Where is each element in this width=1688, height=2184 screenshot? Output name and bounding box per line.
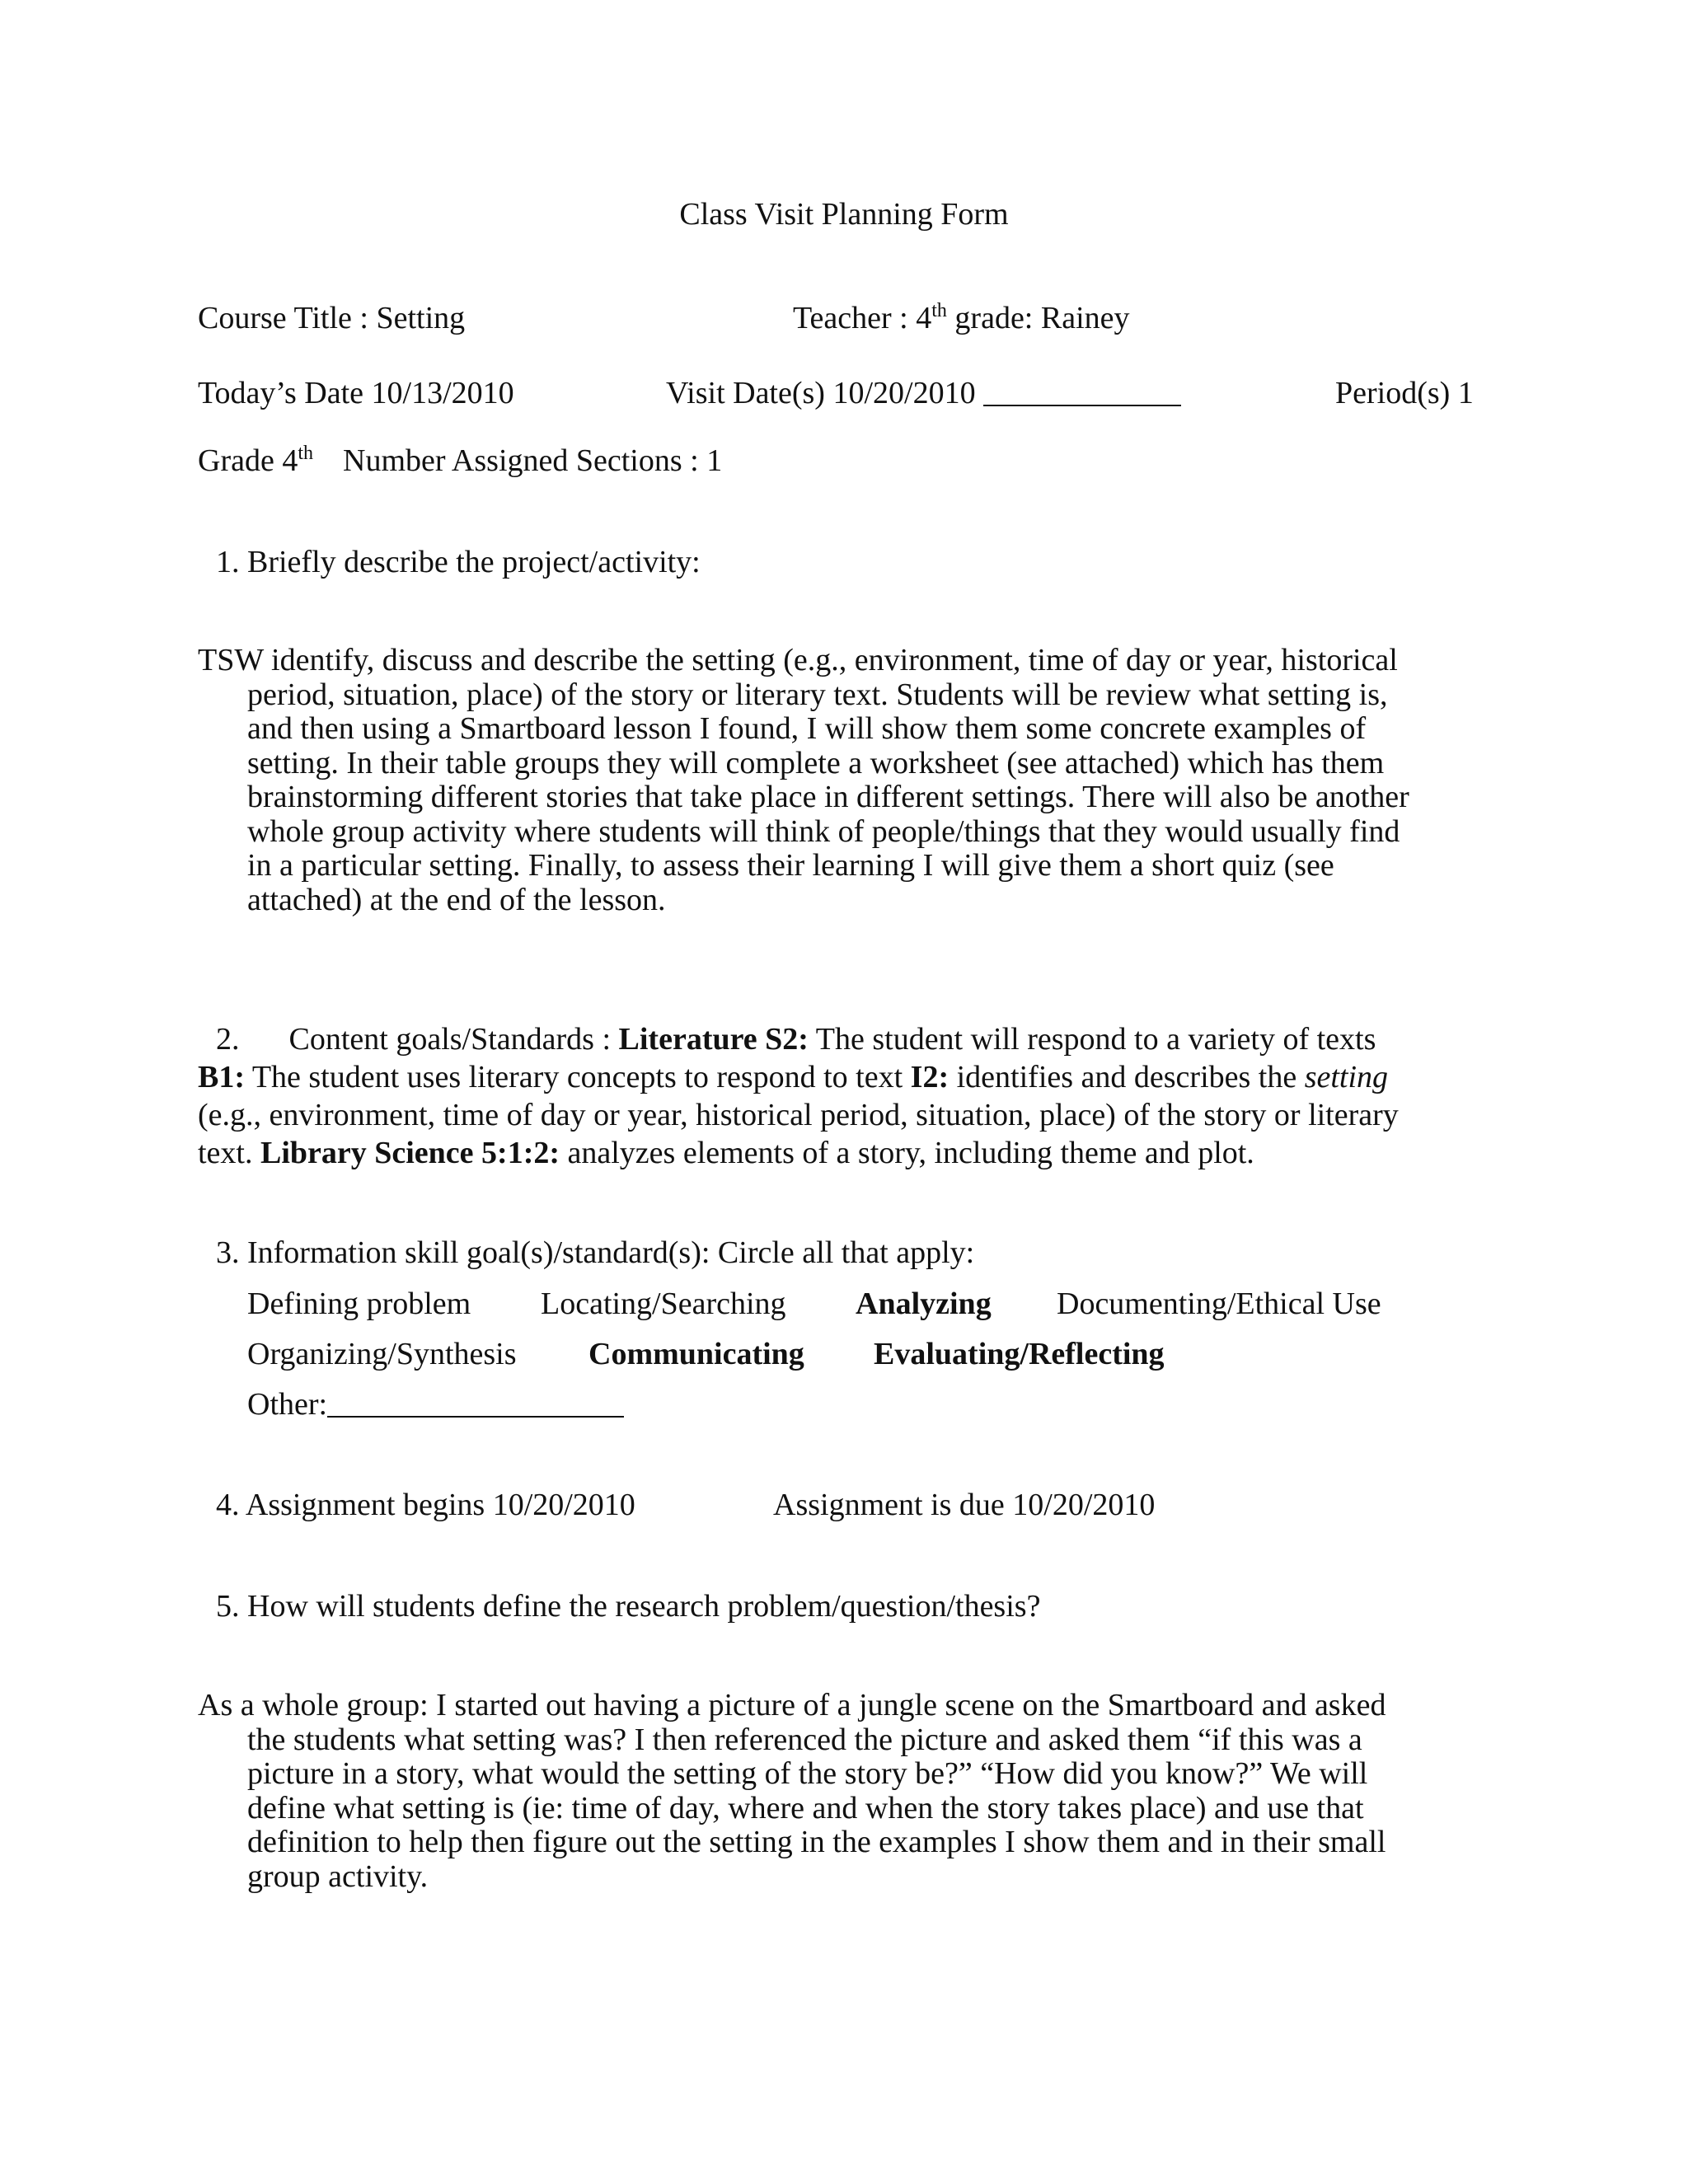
q5-answer (198, 1689, 1386, 1894)
q5-answer-line: picture in a story, what would the setting of the story be?” “How did you know?” We will (247, 1756, 1368, 1791)
q1-answer-line: in a particular setting. Finally, to assess their learning I will give them a short quiz (see (247, 848, 1334, 883)
skill-communicating: Communicating (588, 1337, 804, 1371)
todays-date-value: 10/13/2010 (371, 376, 514, 410)
q5-label: 5. How will students define the research problem/question/thesis? (216, 1589, 1041, 1624)
q2-number: 2. (216, 1022, 240, 1057)
visit-dates-value: 10/20/2010 (832, 376, 976, 410)
q1-answer (198, 644, 1409, 917)
q1-answer-line: attached) at the end of the lesson. (247, 882, 666, 917)
skill-locating-searching: Locating/Searching (541, 1286, 786, 1321)
q2-literature-s2: Literature S2: (618, 1022, 809, 1057)
sections-label: Number Assigned Sections : (343, 443, 707, 478)
q5-answer-line: As a whole group: I started out having a picture of a jungle scene on the Smartboard and asked (198, 1688, 1386, 1722)
q5-answer-line: define what setting is (ie: time of day, where and when the story takes place) and use that (247, 1790, 1364, 1825)
q1-answer-line: TSW identify, discuss and describe the setting (e.g., environment, time of day or year, historical (198, 643, 1398, 677)
q1-answer-line: period, situation, place) of the story or literary text. Students will be review what setting is, (247, 677, 1388, 712)
q2-line-2 (198, 1058, 1399, 1096)
q2-b1: B1: (198, 1060, 245, 1094)
q1-answer-line: whole group activity where students will think of people/things that they would usually find (247, 813, 1400, 849)
course-title-value: Setting (376, 301, 466, 335)
grade-number: 4 (282, 443, 298, 478)
todays-date-label: Today’s Date (198, 376, 372, 410)
course-title-label: Course Title : (198, 301, 377, 335)
teacher-grade-rest: grade: Rainey (946, 301, 1130, 335)
todays-date-field (198, 375, 514, 411)
assignment-due-label: Assignment is due (773, 1488, 1013, 1522)
assignment-due-field (773, 1487, 1155, 1523)
assignment-begins-label: 4. Assignment begins (216, 1488, 493, 1522)
q1-answer-line: and then using a Smartboard lesson I found, I will show them some concrete examples of (247, 711, 1367, 746)
grade-field (198, 443, 313, 479)
q5-answer-line: definition to help then figure out the setting in the examples I show them and in their small (247, 1825, 1386, 1859)
q1-answer-line: setting. In their table groups they will complete a worksheet (see attached) which has them (247, 745, 1385, 780)
skill-other-field (247, 1386, 624, 1422)
skill-other-label: Other: (247, 1387, 328, 1422)
q1-answer-line: brainstorming different stories that take place in different settings. There will also be another (247, 780, 1409, 814)
periods-value: 1 (1457, 376, 1474, 410)
skill-organizing-synthesis: Organizing/Synthesis (247, 1337, 517, 1371)
periods-label: Period(s) (1335, 376, 1458, 410)
q2-s2-text: The student will respond to a variety of texts (808, 1022, 1376, 1057)
periods-field (1335, 375, 1474, 411)
teacher-field (793, 300, 1130, 336)
q5-answer-line: the students what setting was? I then referenced the picture and asked them “if this was a (247, 1722, 1362, 1757)
sections-field (343, 443, 722, 479)
sections-value: 1 (706, 443, 723, 478)
assignment-begins-field (216, 1487, 635, 1523)
assignment-due-value: 10/20/2010 (1012, 1488, 1156, 1522)
form-title: Class Visit Planning Form (679, 197, 1009, 232)
q2-line-1 (198, 1020, 1399, 1058)
skill-defining-problem: Defining problem (247, 1286, 471, 1321)
visit-dates-label: Visit Date(s) (666, 376, 833, 410)
q2-line4-start: text. (198, 1136, 260, 1170)
grade-superscript: th (298, 443, 314, 464)
skill-other-blank-line (327, 1388, 624, 1418)
q2-library-science: Library Science 5:1:2: (260, 1136, 560, 1170)
q2-setting-italic: setting (1304, 1060, 1389, 1094)
visit-dates-blank-line (983, 377, 1181, 406)
grade-label: Grade (198, 443, 283, 478)
q2-library-science-text: analyzes elements of a story, including theme and plot. (560, 1136, 1254, 1170)
q2-i2: I2: (910, 1060, 950, 1094)
q2-line-3: (e.g., environment, time of day or year, historical period, situation, place) of the story or literary (198, 1098, 1399, 1132)
skill-evaluating-reflecting: Evaluating/Reflecting (874, 1337, 1165, 1371)
teacher-grade-number: 4 (916, 301, 932, 335)
assignment-begins-value: 10/20/2010 (492, 1488, 635, 1522)
q2-i2-text: identifies and describes the (949, 1060, 1305, 1094)
q3-label: 3. Information skill goal(s)/standard(s): Circle all that apply: (216, 1235, 975, 1270)
visit-dates-field (666, 375, 1181, 411)
course-title-field (198, 300, 465, 336)
q2-b1-text: The student uses literary concepts to respond to text (245, 1060, 911, 1094)
teacher-grade-superscript: th (931, 300, 947, 321)
q2-line-4 (198, 1134, 1399, 1172)
q1-label: 1. Briefly describe the project/activity: (216, 545, 701, 579)
teacher-label: Teacher : (793, 301, 917, 335)
skill-analyzing: Analyzing (856, 1286, 992, 1321)
q5-answer-line: group activity. (247, 1858, 429, 1894)
q2-label: Content goals/Standards : (288, 1022, 619, 1057)
q2-content-goals (198, 1020, 1399, 1172)
skill-documenting-ethical-use: Documenting/Ethical Use (1057, 1286, 1381, 1321)
